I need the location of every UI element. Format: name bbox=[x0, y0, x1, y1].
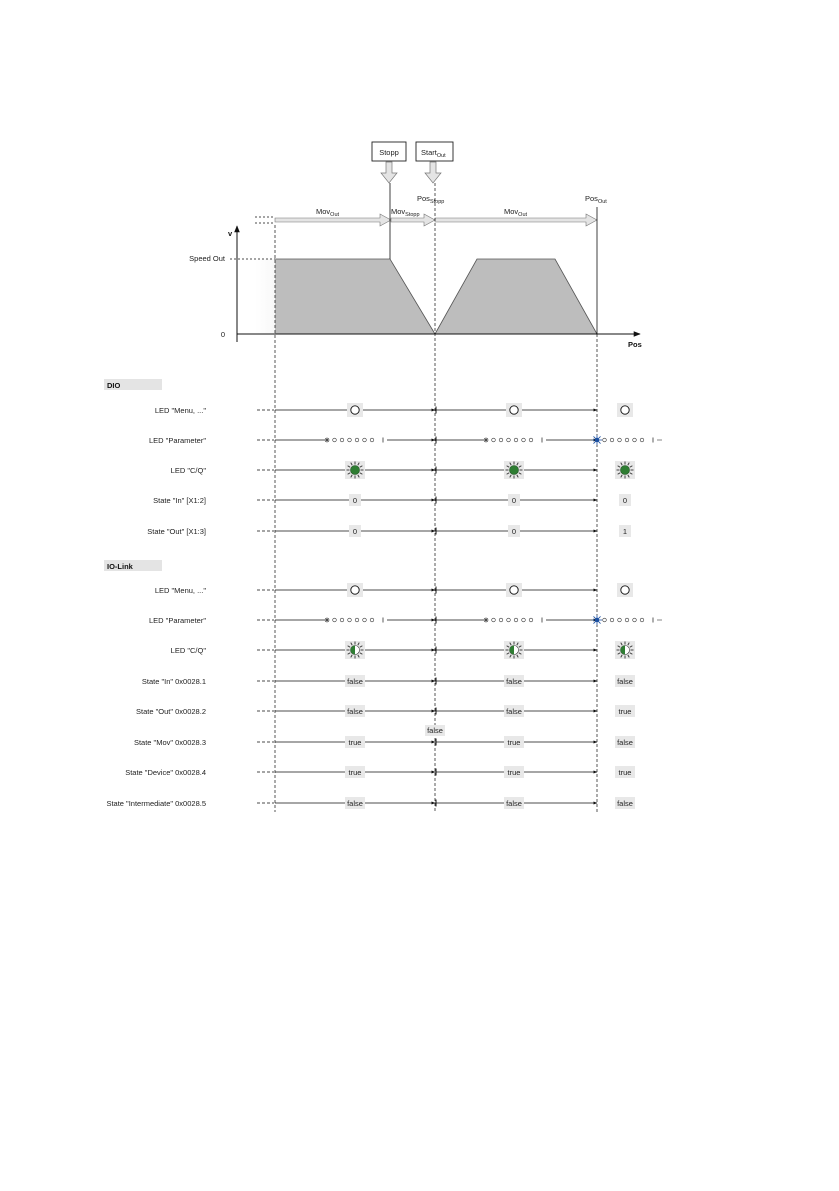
pos-axis-label: Pos bbox=[628, 340, 642, 349]
state-value: true bbox=[348, 737, 362, 747]
speed-out-label: Speed Out bbox=[189, 254, 225, 263]
iolink-row-6-cell-1 bbox=[504, 766, 524, 778]
iolink-row-label: LED "Menu, ..." bbox=[154, 586, 206, 595]
iolink-row-5 bbox=[134, 725, 635, 748]
iolink-row-7 bbox=[106, 797, 635, 809]
state-value: 0 bbox=[352, 495, 358, 505]
iolink-row-2-cell-2 bbox=[615, 641, 635, 659]
iolink-row-7-cell-0 bbox=[345, 797, 365, 809]
state-value: 0 bbox=[622, 495, 628, 505]
led-on-green-icon bbox=[510, 466, 519, 475]
iolink-row-4-cell-2 bbox=[615, 705, 635, 717]
dio-row-2 bbox=[171, 461, 635, 479]
iolink-row-0-cell-1 bbox=[506, 583, 522, 597]
parameter-led-bar-icon bbox=[325, 435, 388, 445]
state-value: false bbox=[506, 798, 522, 808]
iolink-row-0 bbox=[155, 583, 633, 597]
movement-arrows bbox=[255, 207, 597, 226]
iolink-row-0-cell-0 bbox=[347, 583, 363, 597]
dio-row-0 bbox=[155, 403, 633, 417]
pos-out-label: Pos$_{Out}$ bbox=[585, 194, 607, 205]
dio-header: DIO bbox=[107, 381, 121, 390]
iolink-row-label: State "In" 0x0028.1 bbox=[141, 677, 206, 686]
iolink-row-label: State "Device" 0x0028.4 bbox=[125, 768, 206, 777]
state-value: false bbox=[617, 676, 633, 686]
stopp-label: Stopp bbox=[379, 148, 399, 157]
pos-stopp-label: Pos$_{Stopp}$ bbox=[417, 194, 445, 205]
signal-rows bbox=[106, 403, 662, 809]
led-on-green-icon bbox=[621, 466, 630, 475]
ramp-up-body bbox=[435, 259, 597, 334]
iolink-row-7-cell-2 bbox=[615, 797, 635, 809]
start-label: Start$_{Out}$ bbox=[421, 148, 446, 159]
iolink-header: IO-Link bbox=[107, 562, 133, 571]
state-value: false bbox=[347, 706, 363, 716]
mov-out-label-2: Mov$_{Out}$ bbox=[504, 207, 528, 218]
led-off-icon bbox=[351, 586, 359, 594]
iolink-row-5-cell-1 bbox=[504, 736, 524, 748]
led-on-green-icon bbox=[351, 466, 360, 475]
dio-row-3-cell-0 bbox=[349, 494, 361, 506]
state-value: 0 bbox=[511, 495, 517, 505]
parameter-led-bar-icon bbox=[592, 435, 657, 445]
mov-stopp-label: Mov$_{Stopp}$ bbox=[391, 207, 420, 218]
iolink-row-2-cell-1 bbox=[504, 641, 524, 659]
dio-row-label: State "Out" [X1:3] bbox=[147, 527, 206, 536]
dio-row-4-cell-2 bbox=[619, 525, 631, 537]
dio-row-2-cell-2 bbox=[615, 461, 635, 479]
dio-row-2-cell-0 bbox=[345, 461, 365, 479]
iolink-row-label: State "Out" 0x0028.2 bbox=[136, 707, 206, 716]
iolink-row-label: LED "Parameter" bbox=[148, 616, 206, 625]
iolink-row-3-cell-2 bbox=[615, 675, 635, 687]
iolink-row-3 bbox=[142, 675, 635, 687]
iolink-row-label: State "Mov" 0x0028.3 bbox=[133, 738, 206, 747]
iolink-row-2 bbox=[171, 641, 635, 659]
dio-row-3 bbox=[153, 494, 631, 506]
dio-row-label: LED "C/Q" bbox=[170, 466, 206, 475]
iolink-row-4 bbox=[136, 705, 635, 717]
parameter-led-bar-icon bbox=[592, 615, 657, 625]
dio-row-2-cell-1 bbox=[504, 461, 524, 479]
state-value: false bbox=[347, 798, 363, 808]
stopp-command bbox=[372, 142, 406, 183]
iolink-row-0-cell-2 bbox=[617, 583, 633, 597]
led-off-icon bbox=[510, 586, 518, 594]
iolink-row-6 bbox=[125, 766, 635, 778]
mov-out-label-1: Mov$_{Out}$ bbox=[316, 207, 340, 218]
dio-row-3-cell-2 bbox=[619, 494, 631, 506]
iolink-row-label: State "Intermediate" 0x0028.5 bbox=[106, 799, 206, 808]
dio-row-3-cell-1 bbox=[508, 494, 520, 506]
dio-row-4-cell-0 bbox=[349, 525, 361, 537]
dio-row-0-cell-2 bbox=[617, 403, 633, 417]
state-value: true bbox=[507, 737, 521, 747]
iolink-row-7-cell-1 bbox=[504, 797, 524, 809]
iolink-row-3-cell-1 bbox=[504, 675, 524, 687]
parameter-led-bar-icon bbox=[325, 615, 388, 625]
start-command bbox=[416, 142, 453, 183]
state-value: false bbox=[506, 676, 522, 686]
dio-row-label: LED "Menu, ..." bbox=[154, 406, 206, 415]
dio-row-label: LED "Parameter" bbox=[148, 436, 206, 445]
led-off-icon bbox=[351, 406, 359, 414]
stop-state-value: false bbox=[427, 726, 443, 735]
start-arrow bbox=[425, 162, 441, 183]
dio-row-1 bbox=[149, 435, 662, 445]
iolink-row-4-cell-0 bbox=[345, 705, 365, 717]
zero-label: 0 bbox=[220, 330, 225, 339]
iolink-row-label: LED "C/Q" bbox=[170, 646, 206, 655]
velocity-chart bbox=[189, 226, 642, 349]
state-value: false bbox=[347, 676, 363, 686]
state-value: false bbox=[617, 737, 633, 747]
iolink-row-5-cell-0 bbox=[345, 736, 365, 748]
iolink-row-3-cell-0 bbox=[345, 675, 365, 687]
dio-row-label: State "In" [X1:2] bbox=[153, 496, 206, 505]
dio-row-0-cell-1 bbox=[506, 403, 522, 417]
dio-row-4 bbox=[147, 525, 631, 537]
parameter-led-bar-icon bbox=[484, 615, 547, 625]
dio-row-0-cell-0 bbox=[347, 403, 363, 417]
iolink-row-6-cell-2 bbox=[615, 766, 635, 778]
iolink-row-2-cell-0 bbox=[345, 641, 365, 659]
iolink-row-5-cell-2 bbox=[615, 736, 635, 748]
state-value: 0 bbox=[352, 526, 358, 536]
state-value: true bbox=[618, 706, 632, 716]
v-axis-label: v bbox=[228, 229, 233, 238]
led-off-icon bbox=[621, 406, 629, 414]
led-off-icon bbox=[510, 406, 518, 414]
led-off-icon bbox=[621, 586, 629, 594]
dio-row-4-cell-1 bbox=[508, 525, 520, 537]
parameter-led-bar-icon bbox=[484, 435, 547, 445]
iolink-row-1 bbox=[149, 615, 662, 625]
state-value: false bbox=[617, 798, 633, 808]
state-value: true bbox=[348, 767, 362, 777]
iolink-row-6-cell-0 bbox=[345, 766, 365, 778]
state-value: 1 bbox=[622, 526, 628, 536]
iolink-row-4-cell-1 bbox=[504, 705, 524, 717]
state-value: true bbox=[507, 767, 521, 777]
state-value: true bbox=[618, 767, 632, 777]
state-value: 0 bbox=[511, 526, 517, 536]
ramp-down-body bbox=[275, 259, 435, 334]
stopp-arrow bbox=[381, 162, 397, 183]
state-value: false bbox=[506, 706, 522, 716]
